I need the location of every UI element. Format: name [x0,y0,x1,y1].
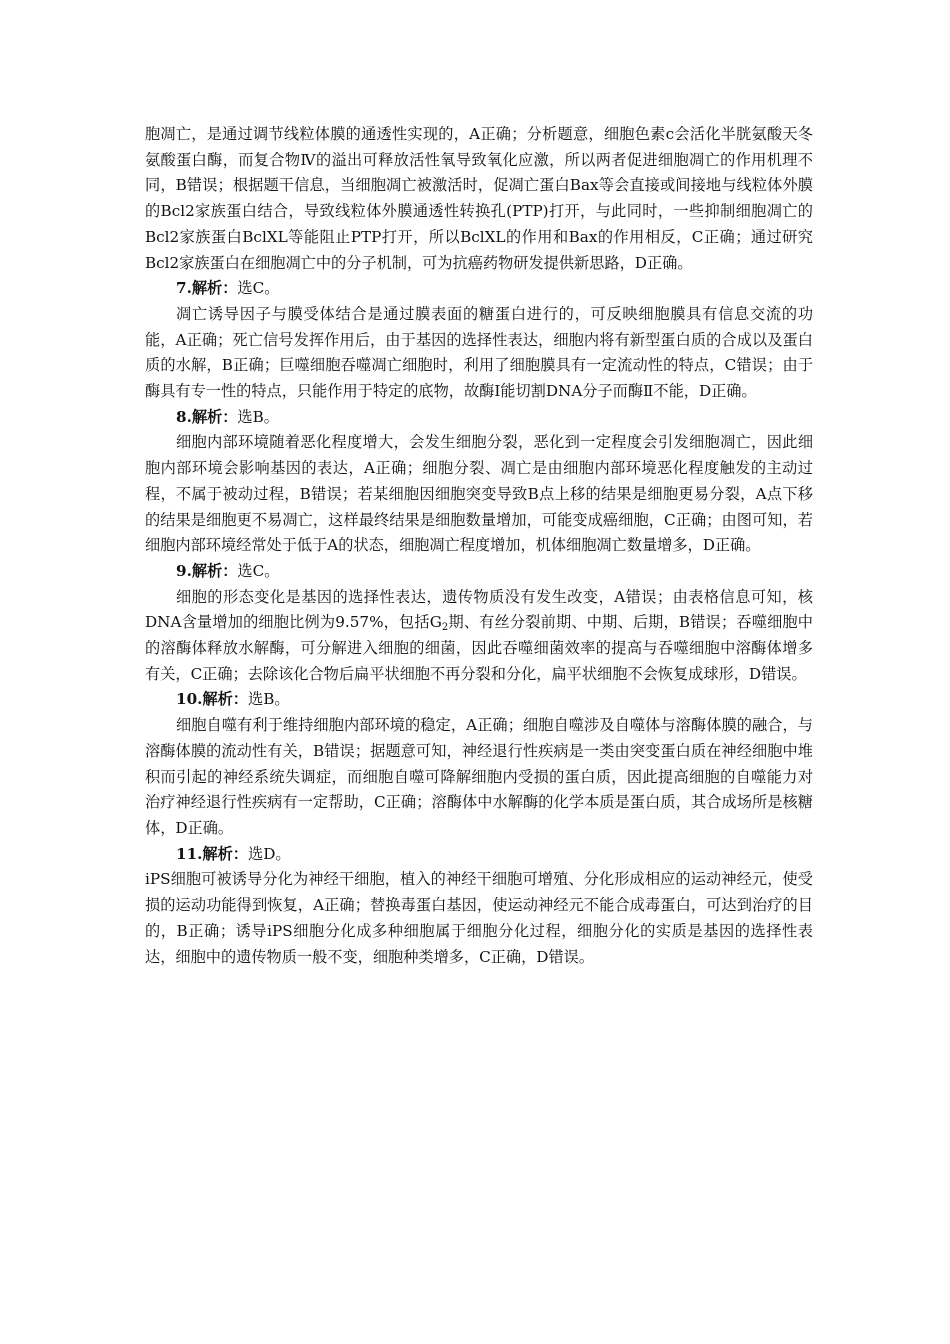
explanation-11: iPS细胞可被诱导分化为神经干细胞，植入的神经干细胞可增殖、分化形成相应的运动神经元，使受损的运动功能得到恢复，A正确；替换毒蛋白基因，使运动神经元不能合成毒蛋白，可达到治疗的目的，B正确；诱导iPS细胞分化成多种细胞属于细胞分化过程，细胞分化的实质是基因的选择性表达，细胞中的遗传物质一般不变，细胞种类增多，C正确，D错误。 [145,870,813,966]
explanation-9-part-1: 细胞的形态变化是基因的选择性表达，遗传物质没有发生改变，A错误；由表格信息可知，核DNA含量增加的细胞比例为9.57%，包括G [145,587,813,632]
explanation-10: 细胞自噬有利于维持细胞内部环境的稳定，A正确；细胞自噬涉及自噬体与溶酶体膜的融合，与溶酶体膜的流动性有关，B错误；据题意可知，神经退行性疾病是一类由突变蛋白质在神经细胞中堆积而引起的神经系统失调症，而细胞自噬可降解细胞内受损的蛋白质，因此提高细胞的自噬能力对治疗神经退行性疾病有一定帮助，C正确；溶酶体中水解酶的化学本质是蛋白质，其合成场所是核糖体，D正确。 [145,716,813,837]
answer-choice: 选B。 [237,407,279,426]
answer-explanations [145,122,813,970]
answer-choice: 选B。 [248,690,290,709]
answer-heading-9 [145,559,813,585]
answer-label: 8.解析： [176,407,238,426]
answer-heading-7 [145,276,813,302]
explanation-8: 细胞内部环境随着恶化程度增大，会发生细胞分裂，恶化到一定程度会引发细胞凋亡，因此细胞内部环境会影响基因的表达，A正确；细胞分裂、凋亡是由细胞内部环境恶化程度触发的主动过程，不属于被动过程，B错误；若某细胞因细胞突变导致B点上移的结果是细胞更易分裂，A点下移的结果是细胞更不易凋亡，这样最终结果是细胞数量增加，可能变成癌细胞，C正确；由图可知，若细胞内部环境经常处于低于A的状态，细胞凋亡程度增加，机体细胞凋亡数量增多，D正确。 [145,433,813,555]
answer-heading-11 [145,842,813,868]
answer-label: 7.解析： [176,279,238,298]
answer-choice: 选D。 [248,844,291,863]
explanation-9 [145,585,813,688]
g2-subscript: 2 [441,622,449,634]
answer-label: 10.解析： [176,690,248,709]
explanation-9-part-2: 期、有丝分裂前期、中期、后期，B错误；吞噬细胞中的溶酶体释放水解酶，可分解进入细胞的细菌，因此吞噬细菌效率的提高与吞噬细胞中溶酶体增多有关，C正确；去除该化合物后扁平状细胞不再分裂和分化，扁平状细胞不会恢复成球形，D错误。 [145,613,813,683]
answer-heading-8 [145,405,813,431]
explanation-7: 凋亡诱导因子与膜受体结合是通过膜表面的糖蛋白进行的，可反映细胞膜具有信息交流的功能，A正确；死亡信号发挥作用后，由于基因的选择性表达，细胞内将有新型蛋白质的合成以及蛋白质的水解，B正确；巨噬细胞吞噬凋亡细胞时，利用了细胞膜具有一定流动性的特点，C错误；由于酶具有专一性的特点，只能作用于特定的底物，故酶Ⅰ能切割DNA分子而酶Ⅱ不能，D正确。 [145,304,813,401]
paragraph-6-continued: 胞凋亡，是通过调节线粒体膜的通透性实现的，A正确；分析题意，细胞色素c会活化半胱氨酸天冬氨酸蛋白酶，而复合物Ⅳ的溢出可释放活性氧导致氧化应激，所以两者促进细胞凋亡的作用机理不同，B错误；根据题干信息，当细胞凋亡被激活时，促凋亡蛋白Bax等会直接或间接地与线粒体外膜的Bcl2家族蛋白结合，导致线粒体外膜通透性转换孔(PTP)打开，与此同时，一些抑制细胞凋亡的Bcl2家族蛋白BclXL等能阻止PTP打开，所以BclXL的作用和Bax的作用相反，C正确；通过研究Bcl2家族蛋白在细胞凋亡中的分子机制，可为抗癌药物研发提供新思路，D正确。 [145,125,813,272]
answer-choice: 选C。 [237,561,280,580]
answer-label: 9.解析： [176,561,238,580]
answer-label: 11.解析： [176,844,248,863]
answer-heading-10 [145,687,813,713]
answer-choice: 选C。 [237,279,280,298]
